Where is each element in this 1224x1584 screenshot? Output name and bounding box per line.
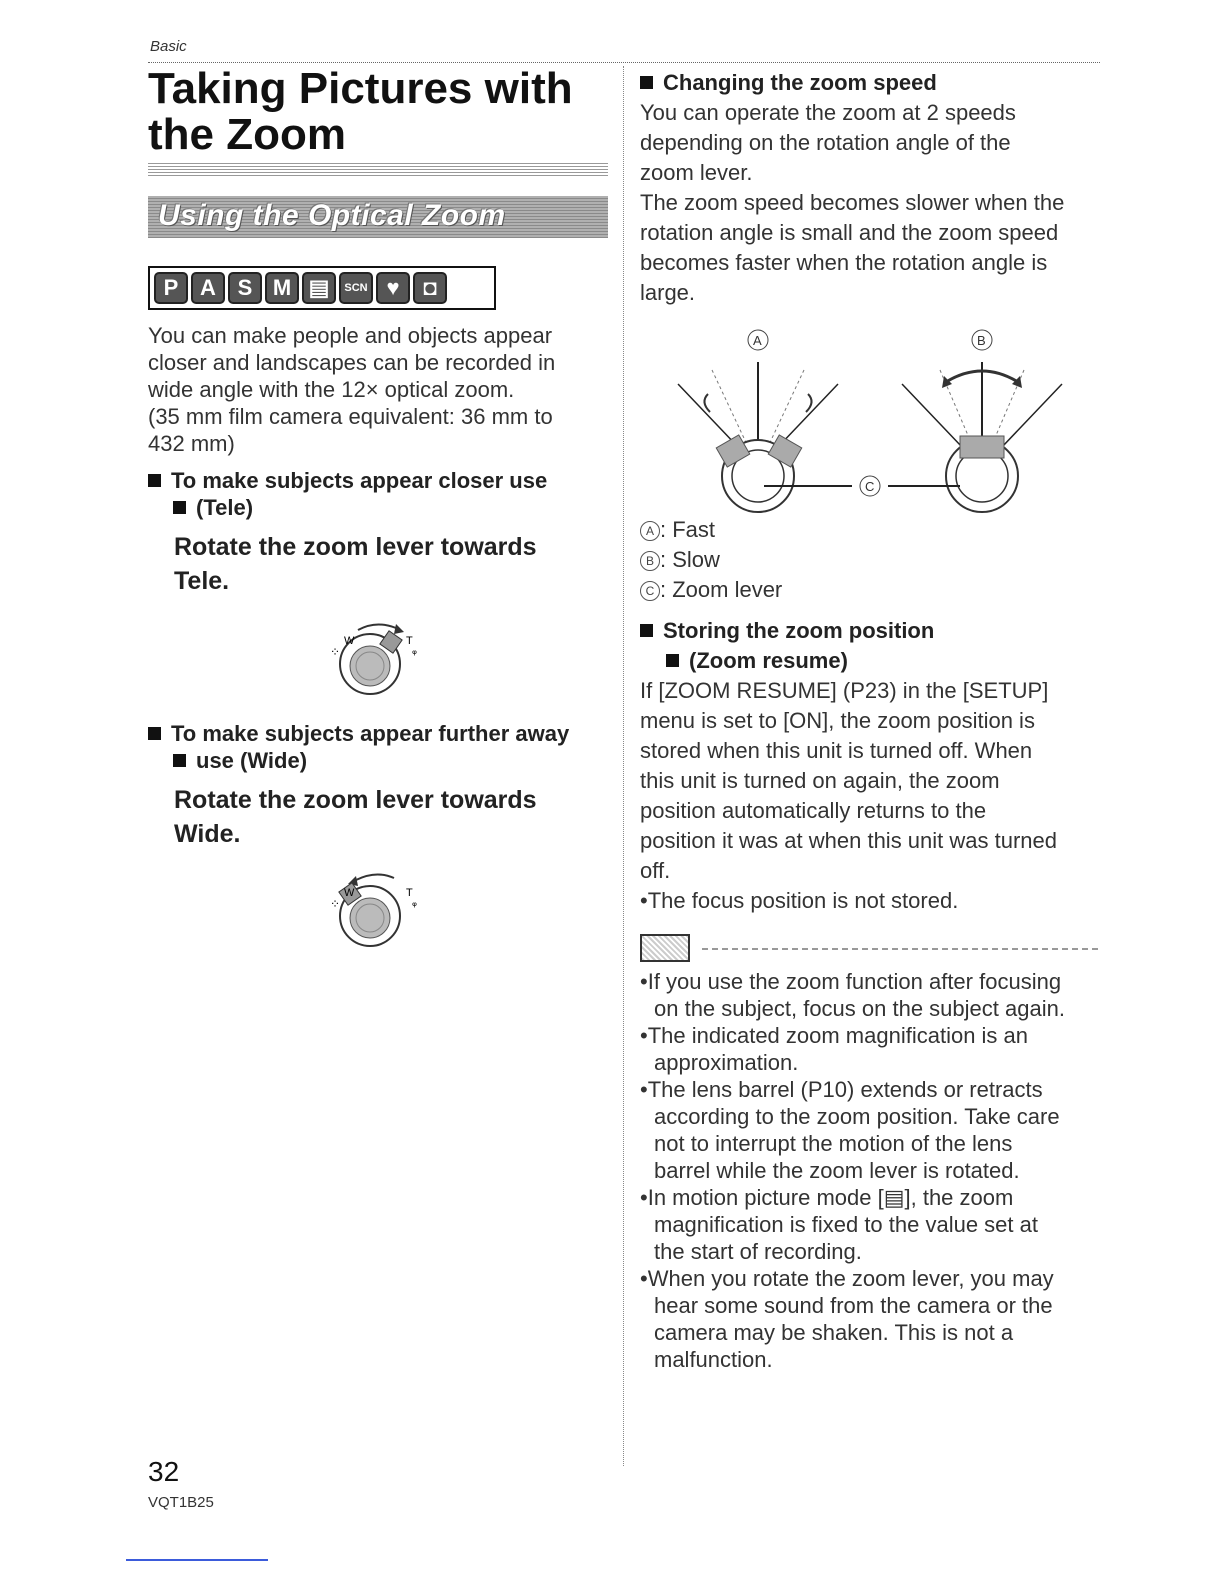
heart-mode-icon: ♥ [376, 272, 410, 304]
fast-arrow-left-icon [704, 394, 710, 412]
tele-dial-illustration [318, 612, 434, 702]
wide-angle-icon: ⁘ [330, 645, 341, 659]
zoom-resume-line: position automatically returns to the [640, 798, 987, 823]
tele-instruction-line2: Tele. [174, 567, 230, 595]
dial-w-label: W [344, 635, 355, 647]
note-line: hear some sound from the camera or the [654, 1293, 1053, 1318]
zoom-resume-line: this unit is turned on again, the zoom [640, 768, 1000, 793]
zoom-resume-heading-line1: Storing the zoom position [640, 616, 1110, 646]
rotate-arrow-icon [356, 874, 394, 880]
wide-heading [148, 720, 643, 774]
label-a: A [753, 333, 762, 348]
tele-heading-line1: To make subjects appear closer use [173, 467, 643, 494]
legend-marker: C [640, 581, 660, 601]
note-line: malfunction. [654, 1347, 773, 1372]
intro-line: closer and landscapes can be recorded in [148, 350, 556, 375]
legend-item [640, 515, 1100, 545]
note-line: •If you use the zoom function after focusing [640, 969, 1062, 994]
document-code: VQT1B25 [148, 1494, 214, 1511]
simple-mode-icon: ◘ [413, 272, 447, 304]
footer-line [126, 1559, 268, 1561]
motion-picture-mode-icon: ▤ [302, 272, 336, 304]
intro-line: (35 mm film camera equivalent: 36 mm to [148, 404, 553, 429]
note-line: •The lens barrel (P10) extends or retracts [640, 1077, 1043, 1102]
zoom-speed-section [640, 68, 1100, 308]
dial-t-label: T [406, 635, 413, 647]
wide-instruction-line1: Rotate the zoom lever towards [174, 786, 537, 814]
note-line: •When you rotate the zoom lever, you may [640, 1266, 1054, 1291]
lever-b [960, 436, 1004, 458]
page-title: Taking Pictures with the Zoom [148, 64, 573, 159]
zoom-speed-line: You can operate the zoom at 2 speeds [640, 100, 1016, 125]
tele-heading-line2: (Tele) [173, 494, 643, 521]
note-item [640, 1076, 1110, 1184]
zoom-speed-line: zoom lever. [640, 160, 753, 185]
arrow-head-icon [394, 624, 404, 634]
legend-item [640, 575, 1100, 605]
note-item [640, 1022, 1110, 1076]
zoom-resume-note: •The focus position is not stored. [640, 888, 959, 913]
note-line: approximation. [654, 1050, 799, 1075]
note-line: not to interrupt the motion of the lens [654, 1131, 1013, 1156]
rotate-arrow-icon [358, 624, 396, 630]
note-item [640, 968, 1110, 1022]
section-label: Basic [150, 38, 187, 55]
program-mode-icon: P [154, 272, 188, 304]
scene-mode-icon: SCN [339, 272, 373, 304]
zoom-speed-diagram [660, 318, 1080, 518]
wide-dial-illustration [318, 864, 434, 954]
shutter-mode-icon: S [228, 272, 262, 304]
legend-marker: B [640, 551, 660, 571]
zoom-resume-line: off. [640, 858, 671, 883]
memo-note-icon [640, 934, 690, 962]
zoom-speed-heading: Changing the zoom speed [640, 68, 1100, 98]
zoom-speed-line: The zoom speed becomes slower when the [640, 190, 1065, 215]
note-item [640, 1265, 1110, 1373]
label-b: B [977, 333, 986, 348]
legend-text: : Slow [660, 547, 720, 572]
aperture-mode-icon: A [191, 272, 225, 304]
diagram-legend [640, 515, 1100, 605]
top-rule [148, 62, 1100, 63]
tele-instruction-line1: Rotate the zoom lever towards [174, 533, 537, 561]
note-line: on the subject, focus on the subject again. [654, 996, 1065, 1021]
legend-marker: A [640, 521, 660, 541]
tele-magnifier-icon: ᵠ [412, 647, 417, 661]
note-line: camera may be shaken. This is not a [654, 1320, 1014, 1345]
note-line: according to the zoom position. Take care [654, 1104, 1060, 1129]
wide-angle-icon: ⁘ [330, 897, 341, 911]
section-banner-text: Using the Optical Zoom [158, 199, 506, 232]
intro-line: wide angle with the 12× optical zoom. [148, 377, 515, 402]
page-number: 32 [148, 1456, 180, 1487]
intro-line: You can make people and objects appear [148, 323, 553, 348]
intro-paragraph [148, 322, 608, 457]
note-line: magnification is fixed to the value set at [654, 1212, 1038, 1237]
zoom-speed-line: rotation angle is small and the zoom speed [640, 220, 1059, 245]
mode-icon-strip [148, 266, 496, 310]
note-item [640, 1184, 1110, 1265]
tele-instruction [174, 530, 614, 598]
intro-line: 432 mm) [148, 431, 235, 456]
dial-w-label: W [344, 887, 355, 899]
wide-heading-line1: To make subjects appear further away [173, 720, 643, 747]
zoom-resume-heading-line2: (Zoom resume) [640, 646, 1110, 676]
legend-text: : Fast [660, 517, 716, 542]
tele-heading [148, 467, 643, 521]
dial-t-label: T [406, 887, 413, 899]
zoom-resume-section [640, 616, 1110, 916]
wide-instruction-line2: Wide. [174, 820, 241, 848]
note-line: barrel while the zoom lever is rotated. [654, 1158, 1020, 1183]
memo-separator [702, 948, 1098, 950]
notes-list [640, 968, 1110, 1373]
zoom-resume-line: If [ZOOM RESUME] (P23) in the [SETUP] [640, 678, 1049, 703]
legend-text: : Zoom lever [660, 577, 783, 602]
wide-heading-line2: use (Wide) [173, 747, 643, 774]
note-line: •In motion picture mode [▤], the zoom [640, 1185, 1014, 1210]
note-line: the start of recording. [654, 1239, 862, 1264]
zoom-resume-line: position it was at when this unit was turned [640, 828, 1058, 853]
fast-arrow-right-icon [806, 394, 812, 412]
zoom-speed-line: depending on the rotation angle of the [640, 130, 1011, 155]
zoom-speed-line: becomes faster when the rotation angle is [640, 250, 1048, 275]
label-c: C [865, 479, 875, 494]
legend-item [640, 545, 1100, 575]
title-underline [148, 162, 608, 176]
wide-instruction [174, 783, 614, 851]
zoom-resume-line: menu is set to [ON], the zoom position is [640, 708, 1035, 733]
section-banner [148, 196, 608, 238]
zoom-resume-line: stored when this unit is turned off. When [640, 738, 1033, 763]
tele-magnifier-icon: ᵠ [412, 899, 417, 913]
manual-mode-icon: M [265, 272, 299, 304]
note-line: •The indicated zoom magnification is an [640, 1023, 1029, 1048]
zoom-speed-line: large. [640, 280, 696, 305]
